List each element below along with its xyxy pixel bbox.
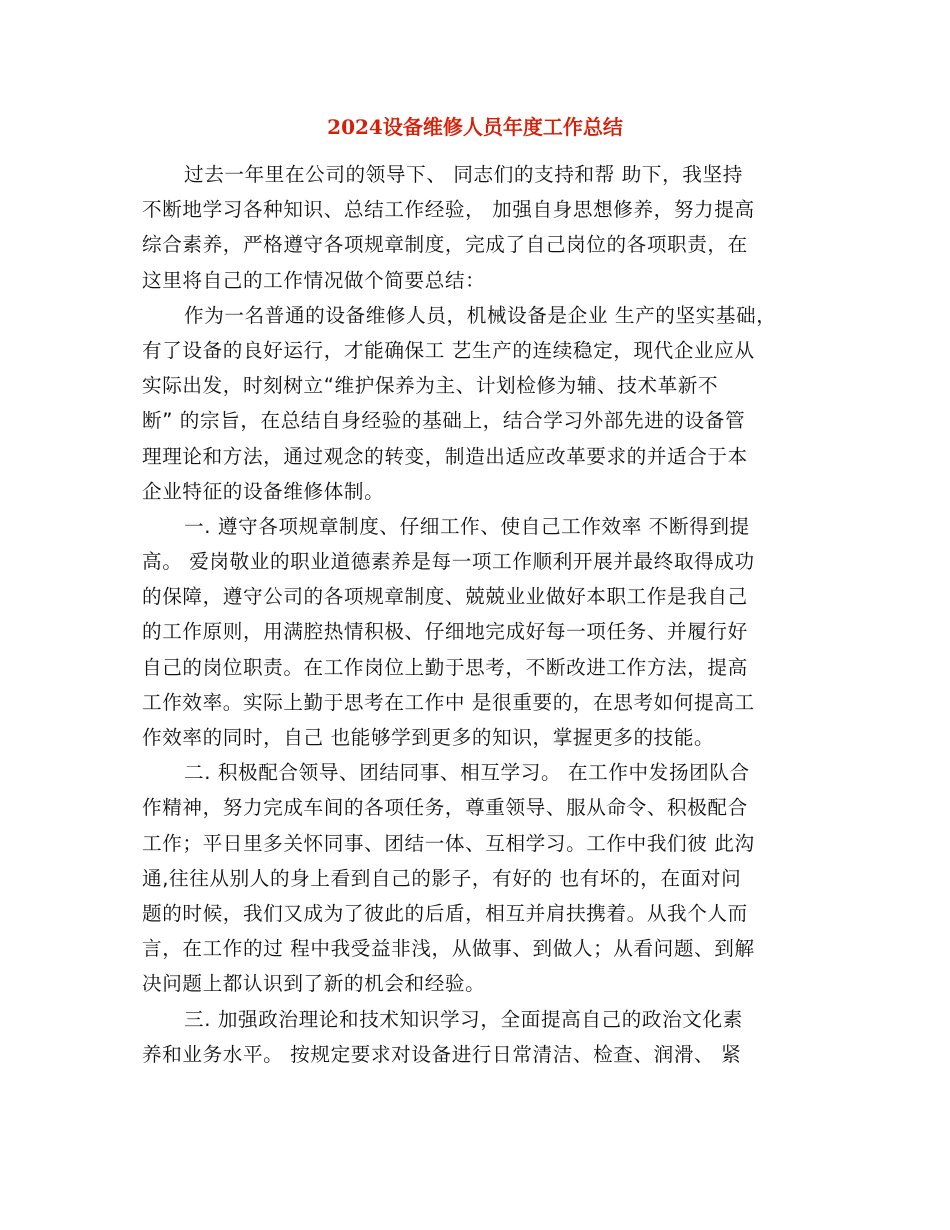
body-text-line: 的工作原则，用满腔热情积极、仔细地完成好每一项任务、并履行好: [142, 620, 748, 644]
body-text-line: 不断地学习各种知识、总结工作经验， 加强自身思想修养，努力提高: [142, 198, 755, 222]
body-text-line: 作效率的同时，自己 也能够学到更多的知识，掌握更多的技能。: [142, 726, 715, 749]
document-body: [142, 157, 822, 1072]
body-text-line: 高。 爱岗敬业的职业道德素养是每一项工作顺利开展并最终取得成功: [142, 550, 755, 574]
body-text-line: 决问题上都认识到了新的机会和经验。: [142, 972, 486, 996]
body-text-line: 企业特征的设备维修体制。: [142, 479, 385, 503]
body-text-line: 作为一名普通的设备维修人员，机械设备是企业 生产的坚实基础，: [184, 303, 777, 327]
body-text-line: 作精神，努力完成车间的各项任务，尊重领导、服从命令、积极配合: [142, 796, 748, 820]
body-text-line: 题的时候，我们又成为了彼此的后盾，相互并肩扶携着。从我个人而: [142, 901, 748, 925]
body-text-line: 二. 积极配合领导、团结同事、相互学习。 在工作中发扬团队合: [184, 761, 750, 785]
body-text-line: 通,往往从别人的身上看到自己的影子，有好的 也有坏的，在面对问: [142, 866, 742, 890]
body-text-line: 综合素养，严格遵守各项规章制度，完成了自己岗位的各项职责，在: [142, 233, 748, 257]
document-title: 2024设备维修人员年度工作总结: [327, 115, 623, 139]
body-text-line: 言，在工作的过 程中我受益非浅，从做事、到做人；从看问题、到解: [142, 937, 755, 961]
body-text-line: 这里将自己的工作情况做个简要总结：: [142, 268, 486, 292]
body-text-line: 养和业务水平。 按规定要求对设备进行日常清洁、检查、润滑、 紧: [142, 1042, 742, 1066]
body-text-line: 自己的岗位职责。在工作岗位上勤于思考，不断改进工作方法，提高: [142, 655, 748, 679]
body-text-line: 过去一年里在公司的领导下、 同志们的支持和帮 助下，我坚持: [184, 163, 743, 186]
body-text-line: 断” 的宗旨，在总结自身经验的基础上，结合学习外部先进的设备管: [142, 409, 746, 433]
body-text-line: 有了设备的良好运行，才能确保工 艺生产的连续稳定，现代企业应从: [142, 338, 755, 362]
body-text-line: 理理论和方法，通过观念的转变，制造出适应改革要求的并适合于本: [142, 444, 748, 468]
body-text-line: 工作；平日里多关怀同事、团结一体、互相学习。工作中我们彼 此沟: [142, 831, 755, 855]
body-text-line: 的保障，遵守公司的各项规章制度、兢兢业业做好本职工作是我自己: [142, 585, 748, 609]
body-text-line: 实际出发，时刻树立“维护保养为主、计划检修为辅、技术革新不: [142, 374, 719, 398]
body-text-line: 工作效率。实际上勤于思考在工作中 是很重要的，在思考如何提高工: [142, 690, 755, 714]
body-text-line: 三. 加强政治理论和技术知识学习，全面提高自己的政治文化素: [184, 1007, 743, 1031]
body-text-line: 一. 遵守各项规章制度、仔细工作、使自己工作效率 不断得到提: [184, 514, 750, 538]
